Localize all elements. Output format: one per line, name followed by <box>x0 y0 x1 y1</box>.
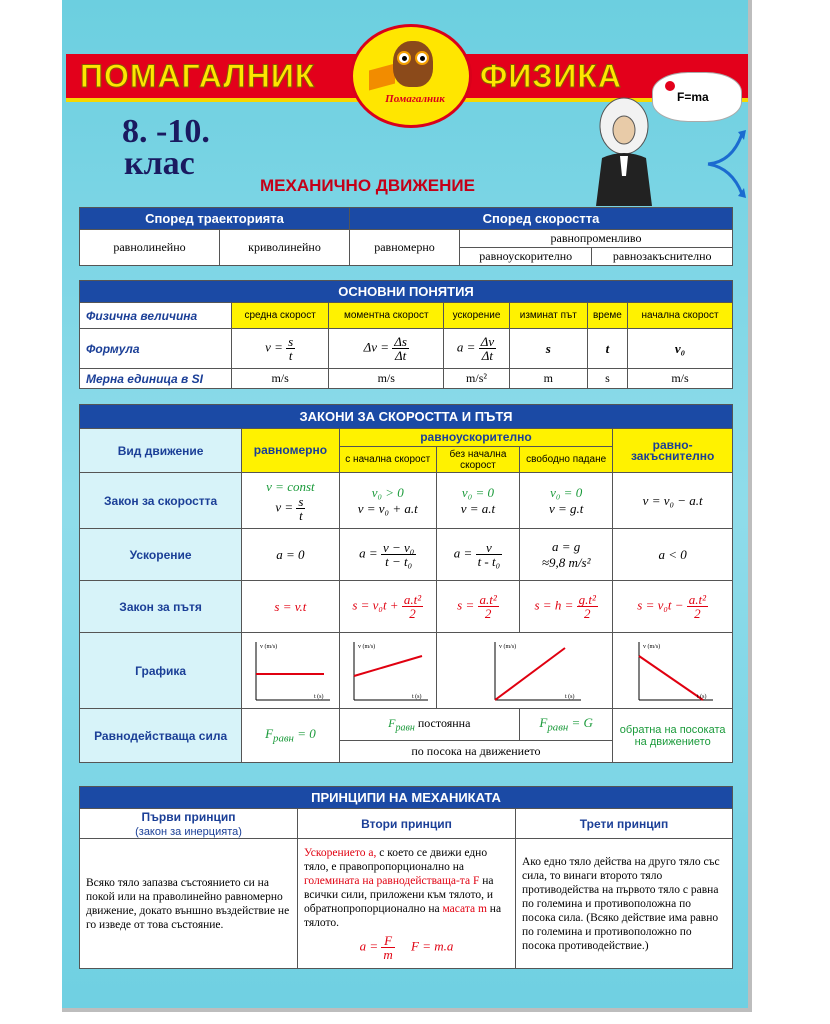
svg-text:t (s): t (s) <box>696 693 707 700</box>
graph-decel <box>631 638 715 704</box>
thought-bubble: F=ma <box>652 72 742 122</box>
graph-uniform <box>248 638 332 704</box>
section-title: МЕХАНИЧНО ДВИЖЕНИЕ <box>260 176 475 195</box>
book-icon <box>369 64 395 91</box>
graph-acc-no-v0 <box>465 638 585 704</box>
poster <box>62 0 752 1012</box>
force-arrows-icon <box>702 124 750 204</box>
svg-text:t (s): t (s) <box>314 693 324 700</box>
newton-portrait <box>592 96 656 206</box>
graph-acc-v0 <box>346 638 430 704</box>
owl-logo <box>350 24 472 128</box>
svg-text:t (s): t (s) <box>564 693 575 700</box>
svg-text:v (m/s): v (m/s) <box>260 643 278 650</box>
svg-text:v (m/s): v (m/s) <box>357 643 375 650</box>
svg-text:v (m/s): v (m/s) <box>642 643 660 650</box>
grade-label: 8. -10. клас <box>122 113 210 182</box>
trajectory-table: Според траекторията Според скоростта равнолинейно криволинейно равномерно равнопроменливо равноускорително равнозакъснително <box>79 207 733 266</box>
principles-table: ПРИНЦИПИ НА МЕХАНИКАТА Първи принцип (закон за инерцията) Втори принцип Трети принцип Всяко тяло запазва състоянието си на покой или на праволинейно равномерно движение, докато външно въздействие не го изведе от това състояние. Ускорението a, с което се движи едно тяло, е правопропорционално на големината на равнодействаща-та F на всички сили, приложени към тялото, и обратнопропорционално на масата m на тялото. a = $\frac{F}{m}$ F = m.a Ако едно тяло действа на друго тяло със сила, то винаги второто тяло противодейства на първото тяло с равна по големина и противоположна по посока сила. (Всяко действие има равно по големина и противоположно по посока противодействие.) <box>79 786 733 969</box>
basic-concepts-table: ОСНОВНИ ПОНЯТИЯ Физична величина средна скорост моментна скорост ускорение изминат път време начална скорост Формула v = $\frac{s}{t}$ Δv = $\frac{\Delta s}{\Delta t}$ a = $\frac{\Delta v}{\Delta t}$ s t v₀ Мерна единица в SI m/s m/s m/s² m s m/s <box>79 280 733 389</box>
laws-table: ЗАКОНИ ЗА СКОРОСТТА И ПЪТЯ Вид движение равномерно равноускорително равно-закъснително с начална скорост без начална скорост свободно падане Закон за скоростта v = const v = $\frac{s}{t}$ v₀ > 0 v = v₀ + a.t v₀ = 0 v = a.t v₀ = 0 v = g.t v = v₀ − a.t Ускорение a = 0 a = $\frac{\text{v − v₀}}{\text{t − t₀}}$ a = $\frac{v}{\text{t - t₀}}$ a = g ≈9,8 m/s² a < 0 Закон за пътя s = v.t s = v₀t + $\frac{\text{a.t²}}{2}$ s = $\frac{\text{a.t²}}{2}$ s = h = $\frac{\text{g.t²}}{2}$ s = v₀t − $\frac{\text{a.t²}}{2}$ Графика v (m/s) t (s) v (m/s) t (s) v (m/s) t (s) v (m/s) t (s) Равнодействаща сила $F_{равн} = 0$ $F_{равн}$ постоянна $F_{равн} = G$ обратна на посоката на движението по посока на движението <box>79 404 733 763</box>
svg-text:v (m/s): v (m/s) <box>498 643 516 650</box>
svg-text:t (s): t (s) <box>411 693 422 700</box>
title-right: ФИЗИКА <box>480 58 622 94</box>
logo-text: Помагалник <box>385 93 445 105</box>
owl-icon <box>393 41 433 87</box>
apple-icon <box>665 81 675 91</box>
title-left: ПОМАГАЛНИК <box>80 58 316 94</box>
